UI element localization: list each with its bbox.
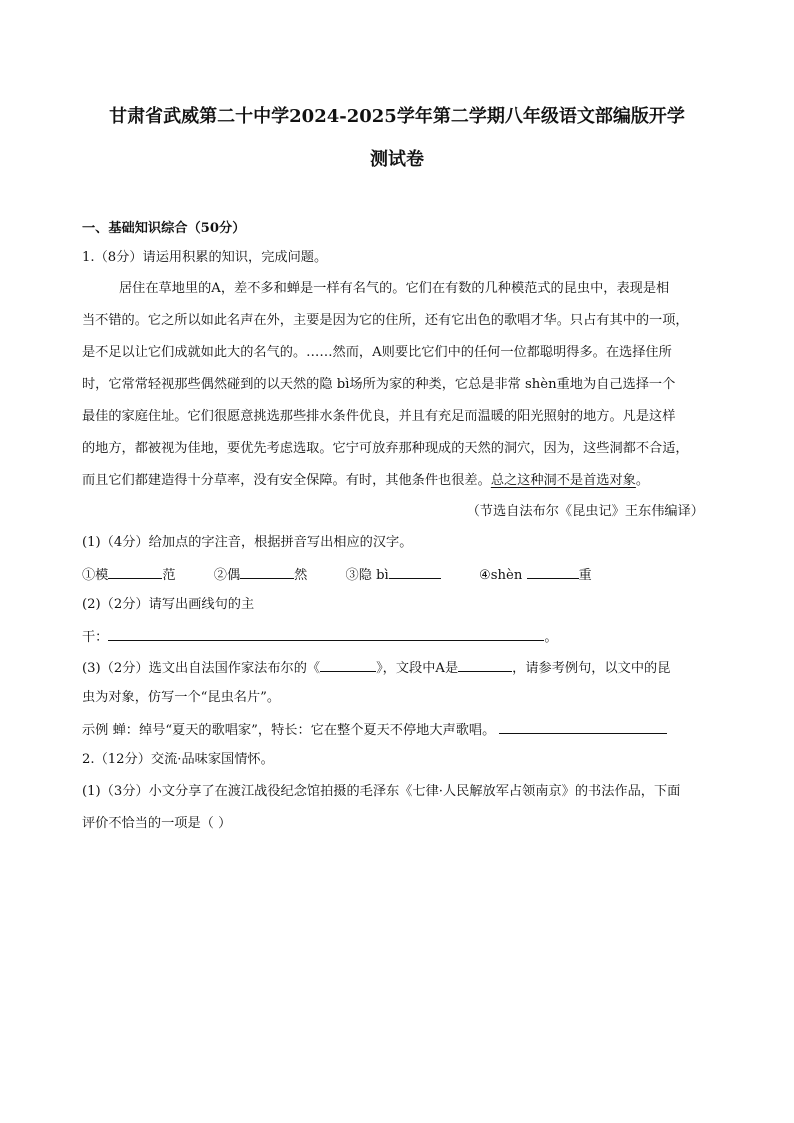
question-1-stem: 1.（8分）请运用积累的知识，完成问题。: [82, 250, 328, 265]
passage-line: 当不错的。它之所以如此名声在外，主要是因为它的住所，还有它出色的歌唱才华。只占有其中的一项，: [82, 313, 689, 328]
answer-blank[interactable]: [389, 565, 441, 579]
answer-blank[interactable]: [108, 565, 162, 579]
passage-line: 的地方，都被视为佳地，要优先考虑选取。它宁可放弃那种现成的天然的洞穴，因为，这些洞都不合适，: [82, 441, 689, 456]
question-2-sub1-line1: (1)（3分）小文分享了在渡江战役纪念馆拍摄的毛泽东《七律·人民解放军占领南京》的书法作品，下面: [82, 784, 681, 799]
sub-question-2-answer-line: [82, 627, 558, 647]
passage-line: 居住在草地里的A，差不多和蝉是一样有名气的。它们在有数的几种模范式的昆虫中，表现是相: [119, 281, 670, 296]
label-text: 》，文段中A是: [376, 661, 459, 676]
item-label: 然: [294, 568, 308, 583]
question-2-sub1-line2: 评价不恰当的一项是（ ）: [82, 816, 232, 831]
answer-blank[interactable]: [499, 720, 667, 734]
passage-text: 。: [635, 473, 650, 488]
passage-line: 时，它常常轻视那些偶然碰到的以天然的隐 bì场所为家的种类，它总是非常 shèn重地为自己选择一个: [82, 377, 676, 392]
sub-question-3-line1: [82, 658, 670, 678]
label-text: ，请参考例句，以文中的昆: [512, 661, 671, 676]
sub-question-3-line2: 虫为对象，仿写一个“昆虫名片”。: [82, 690, 281, 705]
answer-blank[interactable]: [320, 658, 376, 672]
sub-question-3-example: [82, 720, 667, 740]
answer-blank[interactable]: [108, 627, 544, 641]
item-label: ③隐 bì: [345, 568, 389, 583]
item-label: 重: [578, 568, 592, 583]
sub-question-2-stem: (2)（2分）请写出画线句的主: [82, 597, 255, 612]
sub-question-1-items: [82, 565, 592, 585]
label-text: 。: [544, 630, 558, 645]
label-text: (3)（2分）选文出自法国作家法布尔的《: [82, 661, 321, 676]
item-label: ①模: [82, 568, 109, 583]
item-label: ②偶: [213, 568, 241, 583]
passage-text: 而且它们都建造得十分草率，没有安全保障。有时，其他条件也很差。: [82, 473, 491, 488]
item-label: ④shèn: [478, 568, 527, 583]
question-2-stem: 2.（12分）交流·品味家国情怀。: [82, 752, 274, 767]
answer-blank[interactable]: [527, 565, 579, 579]
passage-source: （节选自法布尔《昆虫记》王东伟编译）: [466, 504, 704, 519]
passage-line-last: [82, 472, 649, 490]
document-title-line2: 测试卷: [370, 149, 424, 170]
item-label: 范: [162, 568, 176, 583]
underlined-sentence: 总之这种洞不是首选对象: [490, 473, 636, 488]
label-text: 干：: [82, 630, 109, 645]
passage-line: 是不足以让它们成就如此大的名气的。……然而，A则要比它们中的任何一位都聪明得多。在选择住所: [82, 345, 672, 360]
answer-blank[interactable]: [458, 658, 512, 672]
passage-line: 最佳的家庭住址。它们很愿意挑选那些排水条件优良，并且有充足而温暖的阳光照射的地方。凡是这样: [82, 409, 676, 424]
sub-question-1-stem: (1)（4分）给加点的字注音，根据拼音写出相应的汉字。: [82, 535, 413, 550]
document-title-line1: 甘肃省武威第二十中学2024-2025学年第二学期八年级语文部编版开学: [109, 106, 685, 127]
answer-blank[interactable]: [240, 565, 294, 579]
section-heading: 一、基础知识综合（50分）: [82, 221, 246, 236]
example-text: 示例 蝉：绰号“夏天的歌唱家”，特长：它在整个夏天不停地大声歌唱。: [82, 723, 496, 738]
